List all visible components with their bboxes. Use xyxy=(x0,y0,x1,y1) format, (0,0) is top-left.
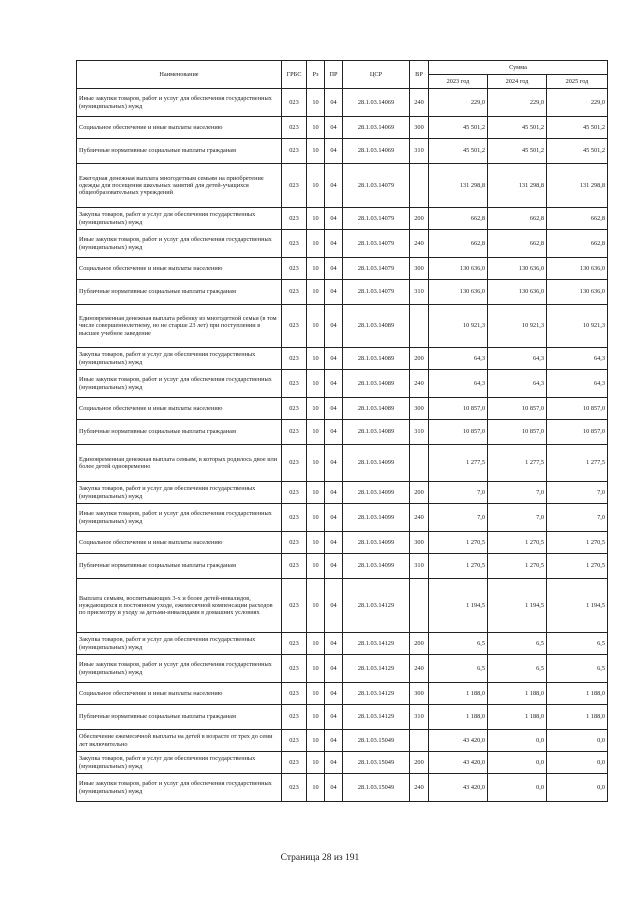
row-amount-2024: 0,0 xyxy=(488,774,547,802)
row-pr: 04 xyxy=(325,705,343,730)
row-csr: 28.1.03.14079 xyxy=(343,280,410,305)
row-amount-2023: 43 420,0 xyxy=(429,752,488,774)
row-grbs: 023 xyxy=(282,208,307,230)
row-csr: 28.1.03.14129 xyxy=(343,683,410,705)
table-row xyxy=(77,164,608,208)
row-name: Закупка товаров, работ и услуг для обеспечения государственных (муниципальных) нужд xyxy=(77,482,282,504)
row-name: Социальное обеспечение и иные выплаты населению xyxy=(77,258,282,280)
row-pr: 04 xyxy=(325,398,343,420)
row-amount-2025: 7,0 xyxy=(547,504,608,532)
row-amount-2025: 6,5 xyxy=(547,655,608,683)
row-pr: 04 xyxy=(325,752,343,774)
header-sum: Сумма xyxy=(429,61,608,75)
header-2025: 2025 год xyxy=(547,75,608,89)
row-amount-2023: 131 298,8 xyxy=(429,164,488,208)
row-amount-2025: 10 857,0 xyxy=(547,398,608,420)
row-rz: 10 xyxy=(307,554,325,579)
row-name: Единовременная денежная выплата семьям, в которых родилось двое или более детей одновременно xyxy=(77,445,282,482)
row-amount-2023: 130 636,0 xyxy=(429,280,488,305)
row-name: Публичные нормативные социальные выплаты гражданам xyxy=(77,420,282,445)
row-vr xyxy=(410,164,429,208)
row-name: Обеспечение ежемесячной выплаты на детей в возрасте от трех до семи лет включительно xyxy=(77,730,282,752)
row-amount-2024: 662,8 xyxy=(488,230,547,258)
table-row xyxy=(77,532,608,554)
row-amount-2024: 1 188,0 xyxy=(488,683,547,705)
row-vr: 300 xyxy=(410,117,429,139)
table-row xyxy=(77,504,608,532)
row-grbs: 023 xyxy=(282,370,307,398)
header-pr: ПР xyxy=(325,61,343,89)
row-vr: 200 xyxy=(410,752,429,774)
header-name: Наименование xyxy=(77,61,282,89)
table-row xyxy=(77,579,608,633)
row-pr: 04 xyxy=(325,280,343,305)
row-amount-2023: 6,5 xyxy=(429,633,488,655)
table-row xyxy=(77,348,608,370)
row-grbs: 023 xyxy=(282,230,307,258)
row-rz: 10 xyxy=(307,117,325,139)
row-amount-2025: 1 188,0 xyxy=(547,683,608,705)
row-pr: 04 xyxy=(325,532,343,554)
row-rz: 10 xyxy=(307,139,325,164)
row-vr: 200 xyxy=(410,633,429,655)
row-amount-2023: 1 270,5 xyxy=(429,554,488,579)
row-csr: 28.1.03.14079 xyxy=(343,258,410,280)
row-pr: 04 xyxy=(325,348,343,370)
row-grbs: 023 xyxy=(282,683,307,705)
row-amount-2024: 1 270,5 xyxy=(488,554,547,579)
row-vr: 240 xyxy=(410,230,429,258)
row-amount-2023: 64,3 xyxy=(429,370,488,398)
row-amount-2025: 130 636,0 xyxy=(547,258,608,280)
row-pr: 04 xyxy=(325,633,343,655)
table-row xyxy=(77,420,608,445)
row-pr: 04 xyxy=(325,655,343,683)
row-name: Иные закупки товаров, работ и услуг для обеспечения государственных (муниципальных) нужд xyxy=(77,370,282,398)
row-rz: 10 xyxy=(307,752,325,774)
row-csr: 28.1.03.14069 xyxy=(343,139,410,164)
row-amount-2023: 7,0 xyxy=(429,482,488,504)
row-amount-2023: 1 194,5 xyxy=(429,579,488,633)
row-vr xyxy=(410,305,429,348)
table-row xyxy=(77,683,608,705)
row-grbs: 023 xyxy=(282,420,307,445)
row-amount-2023: 130 636,0 xyxy=(429,258,488,280)
row-name: Публичные нормативные социальные выплаты гражданам xyxy=(77,139,282,164)
table-header xyxy=(77,61,608,89)
row-name: Закупка товаров, работ и услуг для обеспечения государственных (муниципальных) нужд xyxy=(77,348,282,370)
row-pr: 04 xyxy=(325,445,343,482)
row-vr: 200 xyxy=(410,348,429,370)
row-pr: 04 xyxy=(325,164,343,208)
row-amount-2024: 1 270,5 xyxy=(488,532,547,554)
row-amount-2023: 45 501,2 xyxy=(429,139,488,164)
row-pr: 04 xyxy=(325,420,343,445)
row-grbs: 023 xyxy=(282,445,307,482)
row-vr: 300 xyxy=(410,258,429,280)
row-vr: 240 xyxy=(410,774,429,802)
row-rz: 10 xyxy=(307,280,325,305)
row-amount-2025: 0,0 xyxy=(547,774,608,802)
row-name: Социальное обеспечение и иные выплаты населению xyxy=(77,683,282,705)
row-rz: 10 xyxy=(307,730,325,752)
row-grbs: 023 xyxy=(282,164,307,208)
row-amount-2025: 45 501,2 xyxy=(547,139,608,164)
row-pr: 04 xyxy=(325,370,343,398)
row-rz: 10 xyxy=(307,89,325,117)
row-amount-2024: 1 277,5 xyxy=(488,445,547,482)
row-name: Единовременная денежная выплата ребенку из многодетной семьи (в том числе совершеннолетнему, но не старше 23 лет) при поступлении в высшее учебное заведение xyxy=(77,305,282,348)
row-amount-2023: 10 857,0 xyxy=(429,398,488,420)
table-row xyxy=(77,305,608,348)
row-rz: 10 xyxy=(307,305,325,348)
row-amount-2024: 6,5 xyxy=(488,655,547,683)
row-amount-2023: 1 188,0 xyxy=(429,705,488,730)
row-csr: 28.1.03.14069 xyxy=(343,117,410,139)
row-grbs: 023 xyxy=(282,305,307,348)
row-pr: 04 xyxy=(325,579,343,633)
row-rz: 10 xyxy=(307,398,325,420)
row-vr xyxy=(410,445,429,482)
row-amount-2023: 1 277,5 xyxy=(429,445,488,482)
row-vr: 310 xyxy=(410,420,429,445)
row-vr: 300 xyxy=(410,683,429,705)
table-row xyxy=(77,208,608,230)
row-vr: 310 xyxy=(410,280,429,305)
row-grbs: 023 xyxy=(282,139,307,164)
row-amount-2025: 662,8 xyxy=(547,230,608,258)
row-rz: 10 xyxy=(307,774,325,802)
row-csr: 28.1.03.14129 xyxy=(343,655,410,683)
row-amount-2025: 0,0 xyxy=(547,752,608,774)
row-csr: 28.1.03.15049 xyxy=(343,752,410,774)
header-2023: 2023 год xyxy=(429,75,488,89)
table-row xyxy=(77,482,608,504)
row-csr: 28.1.03.15049 xyxy=(343,730,410,752)
row-amount-2024: 0,0 xyxy=(488,752,547,774)
row-amount-2025: 1 194,5 xyxy=(547,579,608,633)
row-vr: 240 xyxy=(410,504,429,532)
table-row xyxy=(77,280,608,305)
budget-table xyxy=(76,60,608,802)
row-csr: 28.1.03.14079 xyxy=(343,164,410,208)
row-amount-2023: 10 921,3 xyxy=(429,305,488,348)
row-csr: 28.1.03.14099 xyxy=(343,482,410,504)
row-pr: 04 xyxy=(325,730,343,752)
table-row xyxy=(77,398,608,420)
table-row xyxy=(77,705,608,730)
table-body xyxy=(77,89,608,802)
row-rz: 10 xyxy=(307,258,325,280)
row-amount-2023: 662,8 xyxy=(429,230,488,258)
table-row xyxy=(77,370,608,398)
row-grbs: 023 xyxy=(282,774,307,802)
row-vr xyxy=(410,579,429,633)
row-csr: 28.1.03.14079 xyxy=(343,208,410,230)
row-amount-2023: 43 420,0 xyxy=(429,730,488,752)
row-vr: 200 xyxy=(410,208,429,230)
row-rz: 10 xyxy=(307,655,325,683)
row-csr: 28.1.03.14099 xyxy=(343,445,410,482)
row-pr: 04 xyxy=(325,554,343,579)
row-name: Иные закупки товаров, работ и услуг для обеспечения государственных (муниципальных) нужд xyxy=(77,504,282,532)
header-2024: 2024 год xyxy=(488,75,547,89)
row-amount-2024: 229,0 xyxy=(488,89,547,117)
row-pr: 04 xyxy=(325,230,343,258)
row-pr: 04 xyxy=(325,89,343,117)
row-amount-2025: 1 270,5 xyxy=(547,532,608,554)
row-csr: 28.1.03.14069 xyxy=(343,89,410,117)
row-csr: 28.1.03.14079 xyxy=(343,230,410,258)
row-rz: 10 xyxy=(307,348,325,370)
page-number: Страница 28 из 191 xyxy=(280,853,360,863)
row-vr: 310 xyxy=(410,705,429,730)
row-amount-2023: 229,0 xyxy=(429,89,488,117)
row-grbs: 023 xyxy=(282,482,307,504)
row-rz: 10 xyxy=(307,420,325,445)
row-rz: 10 xyxy=(307,532,325,554)
row-vr: 240 xyxy=(410,655,429,683)
row-amount-2023: 662,8 xyxy=(429,208,488,230)
row-amount-2024: 130 636,0 xyxy=(488,280,547,305)
row-grbs: 023 xyxy=(282,89,307,117)
row-vr: 310 xyxy=(410,554,429,579)
row-amount-2023: 45 501,2 xyxy=(429,117,488,139)
row-rz: 10 xyxy=(307,164,325,208)
row-name: Социальное обеспечение и иные выплаты населению xyxy=(77,117,282,139)
row-grbs: 023 xyxy=(282,258,307,280)
row-name: Публичные нормативные социальные выплаты гражданам xyxy=(77,280,282,305)
row-csr: 28.1.03.14099 xyxy=(343,504,410,532)
row-csr: 28.1.03.14089 xyxy=(343,348,410,370)
row-csr: 28.1.03.14089 xyxy=(343,420,410,445)
row-grbs: 023 xyxy=(282,554,307,579)
row-csr: 28.1.03.14099 xyxy=(343,532,410,554)
row-csr: 28.1.03.14089 xyxy=(343,398,410,420)
row-rz: 10 xyxy=(307,579,325,633)
header-csr: ЦСР xyxy=(343,61,410,89)
row-name: Ежегодная денежная выплата многодетным семьям на приобретение одежды для посещения школьных занятий для детей-учащихся общеобразовательных учреждений xyxy=(77,164,282,208)
header-rz: Рз xyxy=(307,61,325,89)
row-grbs: 023 xyxy=(282,730,307,752)
row-grbs: 023 xyxy=(282,705,307,730)
row-grbs: 023 xyxy=(282,117,307,139)
row-pr: 04 xyxy=(325,117,343,139)
row-amount-2025: 1 277,5 xyxy=(547,445,608,482)
header-grbs: ГРБС xyxy=(282,61,307,89)
row-grbs: 023 xyxy=(282,504,307,532)
row-amount-2024: 64,3 xyxy=(488,370,547,398)
row-vr: 300 xyxy=(410,398,429,420)
row-csr: 28.1.03.14129 xyxy=(343,633,410,655)
table-row xyxy=(77,139,608,164)
row-amount-2024: 662,8 xyxy=(488,208,547,230)
row-name: Публичные нормативные социальные выплаты гражданам xyxy=(77,554,282,579)
row-amount-2025: 131 298,8 xyxy=(547,164,608,208)
row-amount-2023: 1 270,5 xyxy=(429,532,488,554)
row-name: Иные закупки товаров, работ и услуг для обеспечения государственных (муниципальных) нужд xyxy=(77,774,282,802)
row-pr: 04 xyxy=(325,139,343,164)
row-amount-2024: 130 636,0 xyxy=(488,258,547,280)
row-amount-2025: 64,3 xyxy=(547,370,608,398)
row-pr: 04 xyxy=(325,774,343,802)
row-name: Социальное обеспечение и иные выплаты населению xyxy=(77,398,282,420)
row-name: Иные закупки товаров, работ и услуг для обеспечения государственных (муниципальных) нужд xyxy=(77,655,282,683)
row-amount-2025: 45 501,2 xyxy=(547,117,608,139)
row-amount-2025: 662,8 xyxy=(547,208,608,230)
row-amount-2024: 10 921,3 xyxy=(488,305,547,348)
row-rz: 10 xyxy=(307,482,325,504)
row-name: Закупка товаров, работ и услуг для обеспечения государственных (муниципальных) нужд xyxy=(77,752,282,774)
row-name: Закупка товаров, работ и услуг для обеспечения государственных (муниципальных) нужд xyxy=(77,208,282,230)
row-name: Иные закупки товаров, работ и услуг для обеспечения государственных (муниципальных) нужд xyxy=(77,89,282,117)
row-amount-2024: 10 857,0 xyxy=(488,420,547,445)
row-rz: 10 xyxy=(307,445,325,482)
row-grbs: 023 xyxy=(282,579,307,633)
row-pr: 04 xyxy=(325,208,343,230)
header-vr: ВР xyxy=(410,61,429,89)
row-csr: 28.1.03.14129 xyxy=(343,579,410,633)
row-amount-2024: 1 194,5 xyxy=(488,579,547,633)
table-row xyxy=(77,554,608,579)
row-amount-2024: 6,5 xyxy=(488,633,547,655)
row-amount-2024: 131 298,8 xyxy=(488,164,547,208)
row-pr: 04 xyxy=(325,258,343,280)
row-grbs: 023 xyxy=(282,398,307,420)
row-amount-2023: 7,0 xyxy=(429,504,488,532)
row-name: Выплата семьям, воспитывающих 3-х и более детей-инвалидов, нуждающихся в постоянном уходе, ежемесячной компенсации расходов по присмотру и уходу за детьми-инвалидами в домашних условиях xyxy=(77,579,282,633)
table-row xyxy=(77,633,608,655)
row-rz: 10 xyxy=(307,230,325,258)
row-amount-2024: 0,0 xyxy=(488,730,547,752)
row-amount-2023: 10 857,0 xyxy=(429,420,488,445)
row-grbs: 023 xyxy=(282,280,307,305)
table-row xyxy=(77,730,608,752)
row-amount-2024: 45 501,2 xyxy=(488,117,547,139)
row-vr: 240 xyxy=(410,89,429,117)
row-amount-2025: 64,3 xyxy=(547,348,608,370)
row-rz: 10 xyxy=(307,683,325,705)
row-amount-2025: 10 921,3 xyxy=(547,305,608,348)
row-name: Публичные нормативные социальные выплаты гражданам xyxy=(77,705,282,730)
row-rz: 10 xyxy=(307,705,325,730)
row-amount-2025: 7,0 xyxy=(547,482,608,504)
row-csr: 28.1.03.14099 xyxy=(343,554,410,579)
table-row xyxy=(77,89,608,117)
row-amount-2024: 45 501,2 xyxy=(488,139,547,164)
table-row xyxy=(77,752,608,774)
row-rz: 10 xyxy=(307,208,325,230)
table-row xyxy=(77,230,608,258)
row-rz: 10 xyxy=(307,504,325,532)
table-row xyxy=(77,117,608,139)
row-amount-2025: 1 270,5 xyxy=(547,554,608,579)
row-grbs: 023 xyxy=(282,752,307,774)
table-row xyxy=(77,258,608,280)
table-row xyxy=(77,774,608,802)
row-grbs: 023 xyxy=(282,655,307,683)
row-csr: 28.1.03.14129 xyxy=(343,705,410,730)
row-amount-2024: 7,0 xyxy=(488,504,547,532)
row-pr: 04 xyxy=(325,683,343,705)
row-amount-2025: 0,0 xyxy=(547,730,608,752)
row-vr: 300 xyxy=(410,532,429,554)
row-vr: 240 xyxy=(410,370,429,398)
row-amount-2024: 1 188,0 xyxy=(488,705,547,730)
row-name: Закупка товаров, работ и услуг для обеспечения государственных (муниципальных) нужд xyxy=(77,633,282,655)
row-pr: 04 xyxy=(325,504,343,532)
row-amount-2025: 130 636,0 xyxy=(547,280,608,305)
row-csr: 28.1.03.14089 xyxy=(343,305,410,348)
row-grbs: 023 xyxy=(282,532,307,554)
row-rz: 10 xyxy=(307,633,325,655)
row-amount-2025: 1 188,0 xyxy=(547,705,608,730)
row-amount-2025: 229,0 xyxy=(547,89,608,117)
row-amount-2023: 64,3 xyxy=(429,348,488,370)
row-vr: 200 xyxy=(410,482,429,504)
row-amount-2023: 6,5 xyxy=(429,655,488,683)
row-csr: 28.1.03.15049 xyxy=(343,774,410,802)
table-row xyxy=(77,655,608,683)
row-grbs: 023 xyxy=(282,348,307,370)
row-csr: 28.1.03.14089 xyxy=(343,370,410,398)
row-amount-2023: 43 420,0 xyxy=(429,774,488,802)
table-row xyxy=(77,445,608,482)
row-amount-2024: 10 857,0 xyxy=(488,398,547,420)
row-vr: 310 xyxy=(410,139,429,164)
row-pr: 04 xyxy=(325,482,343,504)
row-rz: 10 xyxy=(307,370,325,398)
row-vr xyxy=(410,730,429,752)
row-amount-2024: 64,3 xyxy=(488,348,547,370)
row-grbs: 023 xyxy=(282,633,307,655)
row-amount-2024: 7,0 xyxy=(488,482,547,504)
row-name: Иные закупки товаров, работ и услуг для обеспечения государственных (муниципальных) нужд xyxy=(77,230,282,258)
row-amount-2025: 10 857,0 xyxy=(547,420,608,445)
row-pr: 04 xyxy=(325,305,343,348)
row-amount-2025: 6,5 xyxy=(547,633,608,655)
row-amount-2023: 1 188,0 xyxy=(429,683,488,705)
row-name: Социальное обеспечение и иные выплаты населению xyxy=(77,532,282,554)
